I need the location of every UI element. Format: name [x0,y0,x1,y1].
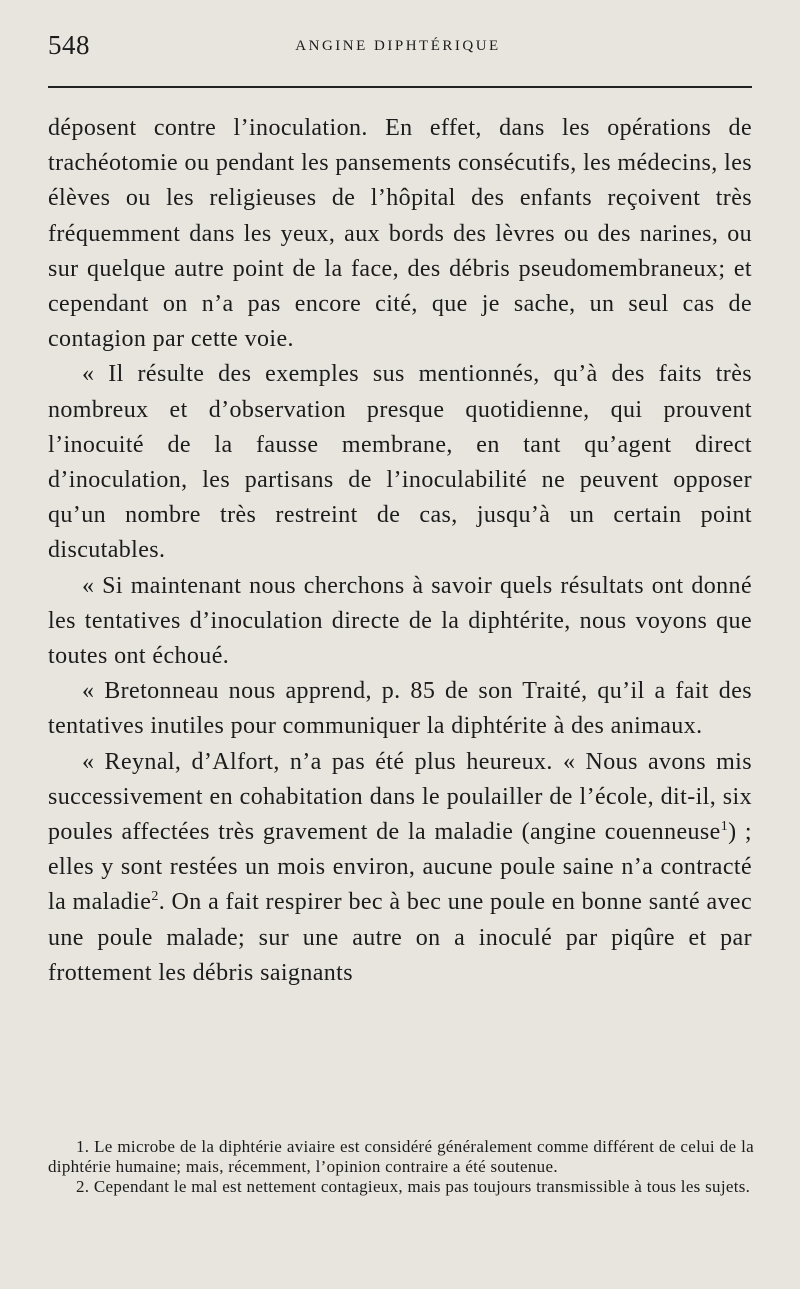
paragraph: « Il résulte des exemples sus mentionnés, qu’à des faits très nombreux et d’observation presque quotidienne, qui prouvent l’inocuité de la fausse membrane, en tant qu’agent direct d’inoculation, les partisans de l’inoculabilité ne peuvent opposer qu’un nombre très restreint de cas, jusqu’à un certain point discutables. [48,361,752,564]
footnotes [48,1137,754,1197]
paragraph: déposent contre l’inoculation. En effet, dans les opérations de trachéotomie ou pendant les pansements consécutifs, les médecins, les élèves ou les religieuses de l’hôpital des enfants reçoivent très fréquemment dans les yeux, aux bords des lèvres ou des narines, ou sur quelque autre point de la face, des débris pseudomembraneux; et cependant on n’a pas encore cité, que je sache, un seul cas de contagion par cette voie. [48,115,752,353]
header-rule [48,86,752,88]
footnote: 1. Le microbe de la diphtérie aviaire est considéré généralement comme différent de celui de la diphtérie humaine; mais, récemment, l’opinion contraire a été soutenue. [48,1137,754,1176]
paragraph [48,745,752,991]
running-head: ANGINE DIPHTÉRIQUE [295,38,501,54]
footnote-ref[interactable]: 2 [151,889,159,905]
paragraph: « Bretonneau nous apprend, p. 85 de son Traité, qu’il a fait des tentatives inutiles pour communiquer la diphtérite à des animaux. [48,678,752,740]
paragraph-text: « Reynal, d’Alfort, n’a pas été plus heureux. « Nous avons mis successivement en cohabitation dans le poulailler de l’école, dit-il, six poules affectées très gravement de la maladie (angine couenneuse [48,748,752,846]
footnote: 2. Cependant le mal est nettement contagieux, mais pas toujours transmissible à tous les sujets. [76,1177,751,1196]
paragraph-text: . On a fait respirer bec à bec une poule en bonne santé avec une poule malade; sur une autre on a inoculé par piqûre et par frottement les débris saignants [48,889,753,986]
paragraph: « Si maintenant nous cherchons à savoir quels résultats ont donné les tentatives d’inoculation directe de la diphtérite, nous voyons que toutes ont échoué. [48,572,752,670]
page-header [48,30,748,70]
footnote-ref[interactable]: 1 [720,819,729,835]
paragraph-text: ) ; elles y sont restées un mois environ, aucune poule saine n’a contracté la maladie [48,819,752,916]
page-number: 548 [48,30,90,60]
main-text [48,111,752,991]
